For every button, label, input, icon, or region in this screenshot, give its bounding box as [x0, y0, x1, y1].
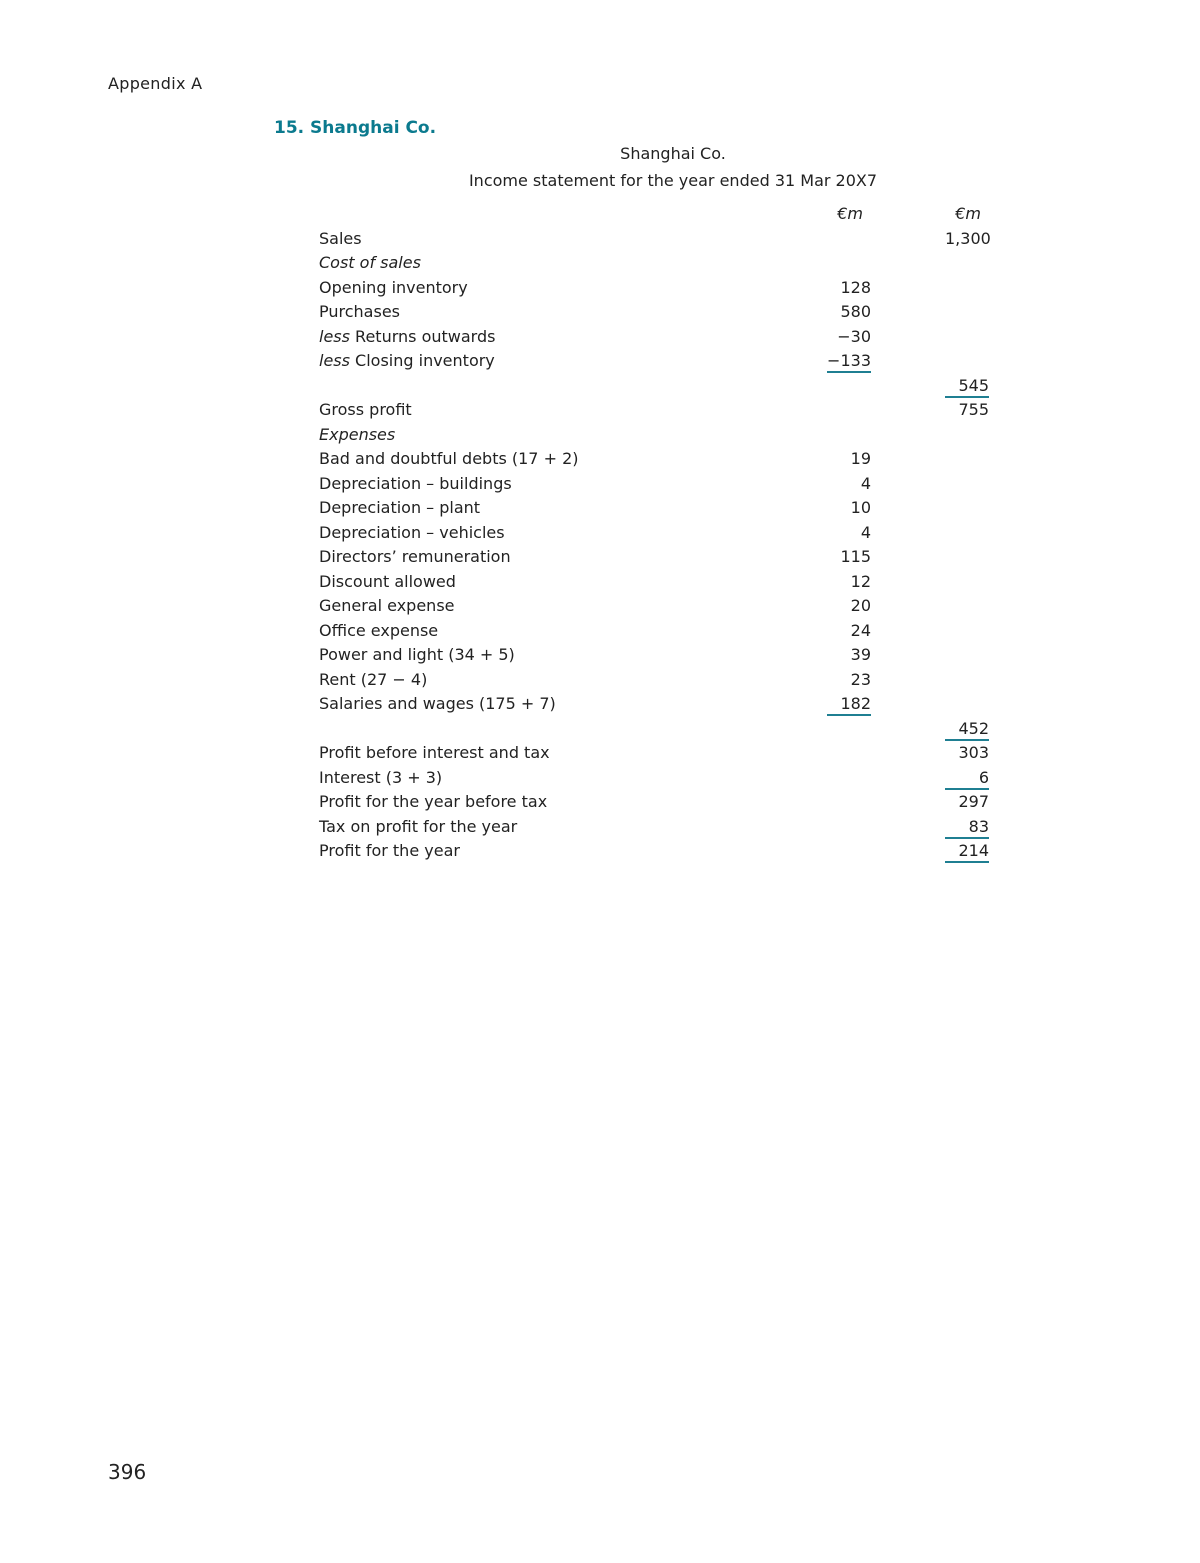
row-label [319, 349, 495, 373]
table-row [319, 496, 999, 521]
column-header-1: €m [837, 204, 863, 223]
row-label: Profit for the year [319, 841, 460, 860]
table-row [319, 300, 999, 325]
table-row [319, 349, 999, 374]
table-row [319, 423, 999, 448]
row-amount: 115 [840, 547, 871, 566]
row-label: Opening inventory [319, 277, 468, 297]
row-label: Directors’ remuneration [319, 547, 511, 566]
row-amount: 580 [840, 302, 871, 321]
row-label: Depreciation – plant [319, 498, 481, 517]
row-total: 545 [945, 374, 989, 398]
row-amount: 19 [850, 449, 871, 468]
row-amount: 128 [840, 277, 871, 297]
table-row [319, 692, 999, 717]
table-row [319, 790, 999, 815]
page-number: 396 [108, 1460, 147, 1484]
table-row [319, 251, 999, 276]
row-label: Depreciation – buildings [319, 473, 512, 493]
statement-subtitle: Income statement for the year ended 31 Mar 20X7 [468, 171, 878, 190]
row-total: 6 [945, 766, 989, 790]
section-heading: Expenses [319, 424, 396, 444]
row-label: Bad and doubtful debts (17 + 2) [319, 449, 579, 468]
row-amount: 4 [860, 473, 871, 493]
row-label-text: Closing inventory [349, 351, 495, 370]
row-amount: 24 [850, 620, 871, 640]
row-amount: 20 [850, 596, 871, 615]
row-total: 1,300 [945, 228, 991, 248]
row-label: Salaries and wages (175 + 7) [319, 694, 556, 713]
table-row [319, 521, 999, 546]
table-row [319, 570, 999, 595]
row-amount: 23 [850, 669, 871, 689]
statement-company: Shanghai Co. [620, 144, 726, 163]
table-row [319, 717, 999, 742]
row-label: Discount allowed [319, 571, 456, 591]
section-heading: Cost of sales [319, 253, 421, 272]
table-row [319, 374, 999, 399]
table-row [319, 545, 999, 570]
table-row [319, 227, 999, 252]
row-label: Sales [319, 228, 362, 248]
row-label: Gross profit [319, 400, 412, 419]
row-total: 214 [945, 839, 989, 863]
row-amount: 182 [827, 692, 871, 716]
table-row [319, 643, 999, 668]
column-header-2: €m [955, 204, 981, 223]
row-total: 755 [958, 400, 989, 419]
row-amount: 4 [860, 522, 871, 542]
row-total: 83 [945, 815, 989, 839]
table-row [319, 668, 999, 693]
row-label: Interest (3 + 3) [319, 767, 443, 787]
row-label: Office expense [319, 620, 439, 640]
row-label-prefix: less [319, 351, 350, 370]
row-total: 452 [945, 717, 989, 741]
row-amount: −133 [827, 349, 871, 373]
table-row [319, 619, 999, 644]
table-row [319, 766, 999, 791]
row-label: Tax on profit for the year [319, 816, 518, 836]
row-label: Profit before interest and tax [319, 743, 550, 762]
row-label: Profit for the year before tax [319, 792, 548, 811]
table-row [319, 594, 999, 619]
row-label-text: Returns outwards [349, 326, 496, 346]
table-row [319, 276, 999, 301]
row-label: Depreciation – vehicles [319, 522, 505, 542]
row-total: 297 [958, 792, 989, 811]
row-label: Power and light (34 + 5) [319, 645, 515, 664]
table-row [319, 741, 999, 766]
table-row [319, 398, 999, 423]
row-amount: 12 [850, 571, 871, 591]
row-label-prefix: less [319, 326, 350, 346]
row-amount: 10 [850, 498, 871, 517]
row-label: Rent (27 − 4) [319, 669, 428, 689]
row-label: General expense [319, 596, 455, 615]
row-label: Purchases [319, 302, 400, 321]
row-total: 303 [958, 743, 989, 762]
table-row [319, 325, 999, 350]
table-row [319, 447, 999, 472]
row-amount: 39 [850, 645, 871, 664]
column-header-row [319, 202, 999, 227]
exercise-title: 15. Shanghai Co. [274, 118, 437, 138]
table-row [319, 472, 999, 497]
row-amount: −30 [837, 326, 871, 346]
table-row [319, 815, 999, 840]
running-head: Appendix A [108, 74, 203, 93]
row-label [319, 325, 495, 349]
income-statement-table [319, 202, 999, 864]
table-row [319, 839, 999, 864]
